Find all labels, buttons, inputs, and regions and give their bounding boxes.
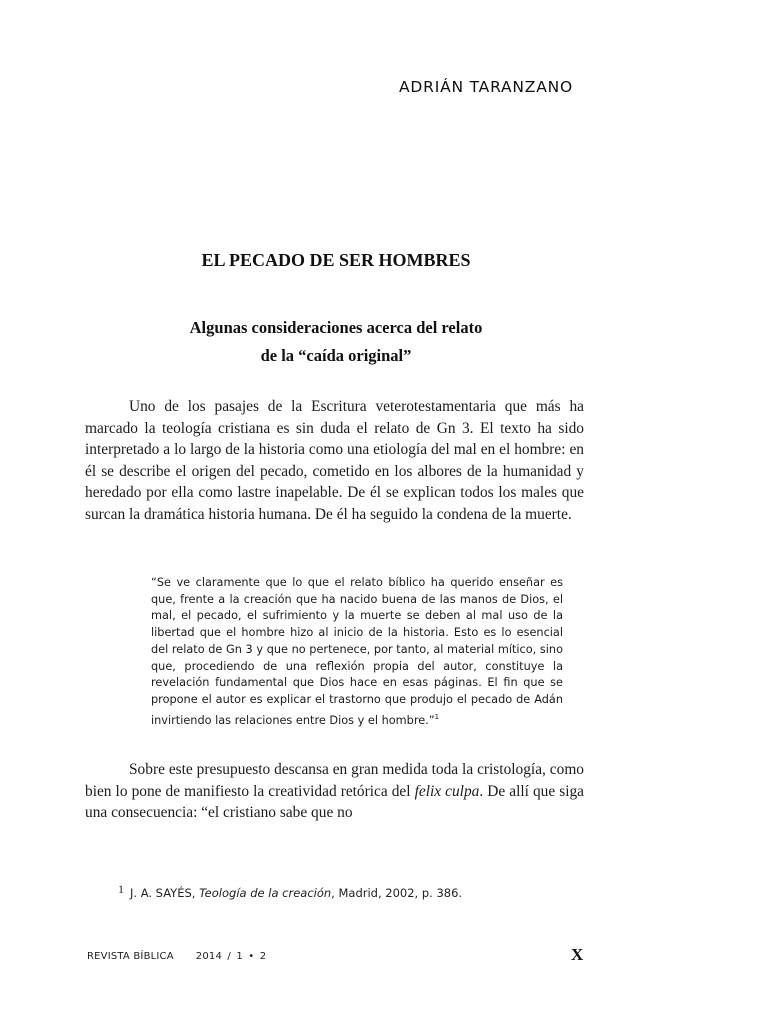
subtitle-line-2: de la “caída original” (260, 346, 412, 365)
footnote-details: , Madrid, 2002, p. 386. (331, 886, 463, 900)
paragraph-2-italic-term: felix culpa (414, 782, 480, 800)
paragraph-2-start: Sobre este presupuesto descansa en gran medida toda la cristología, como bien lo pone de manifiesto la creatividad retórica del (85, 761, 584, 800)
block-quote (151, 575, 563, 729)
footer-issue: 2014 / 1 • 2 (195, 951, 267, 962)
body-paragraph-2 (85, 759, 584, 824)
footnote-number: 1 (118, 882, 124, 896)
running-header-author: ADRIÁN TARANZANO (399, 78, 574, 96)
block-quote-text: “Se ve claramente que lo que el relato bíblico ha querido enseñar es que, frente a la creación que ha nacido buena de las manos de Dios, el mal, el pecado, el sufrimiento y la muerte se deben al mal uso de la libertad que el hombre hizo al inicio de la historia. Esto es lo esencial del relato de Gn 3 y que no pertenece, por tanto, al material mítico, sino que, procediendo de una reflexión propia del autor, constituye la revelación fundamental que Dios hace en esas páginas. El fin que se propone el autor es explicar el trastorno que produjo el pecado de Adán invirtiendo las relaciones entre Dios y el hombre.” (151, 576, 563, 727)
footnote (118, 882, 463, 901)
page-number: X (571, 945, 584, 964)
footnote-work-title: Teología de la creación (199, 886, 332, 900)
article-title: EL PECADO DE SER HOMBRES (201, 250, 471, 270)
subtitle-line-1: Algunas consideraciones acerca del relato (189, 318, 483, 337)
article-subtitle (0, 314, 672, 370)
paragraph-2-end: . De allí que siga una consecuencia: “el cristiano sabe que no (85, 782, 585, 821)
footnote-author: J. A. SAYÉS, (130, 886, 200, 900)
body-paragraph-1: Uno de los pasajes de la Escritura veterotestamentaria que más ha marcado la teología cristiana es sin duda el relato de Gn 3. El texto ha sido interpretado a lo largo de la historia como una etiología del mal en el hombre: en él se describe el origen del pecado, cometido en los albores de la humanidad y heredado por ella como lastre inapelable. De él se explican todos los males que surcan la dramática historia humana. De él ha seguido la condena de la muerte. (85, 398, 584, 523)
footer-journal-name: REVISTA BÍBLICA (87, 951, 174, 962)
page-footer (87, 951, 266, 962)
footnote-reference: 1 (434, 712, 440, 721)
